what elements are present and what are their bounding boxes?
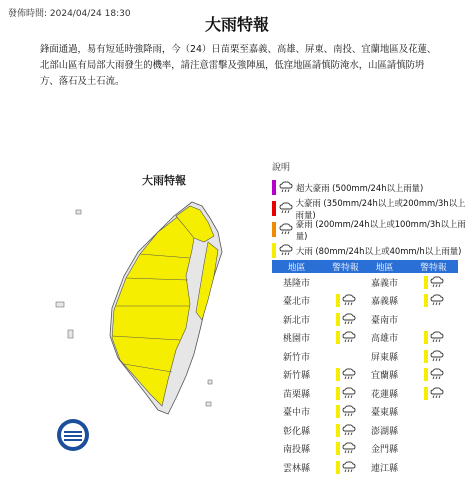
warning-cell <box>409 276 458 289</box>
region-name: 臺北市 <box>282 297 310 308</box>
region-table-left <box>272 260 370 477</box>
warning-cell <box>409 294 458 307</box>
legend-label: 超大豪雨 (500mm/24h以上雨量) <box>296 182 424 193</box>
issue-time: 發佈時間: 2024/04/24 18:30 <box>8 9 131 19</box>
region-name: 金門縣 <box>370 445 398 456</box>
table-row <box>272 366 370 385</box>
table-row <box>272 347 370 366</box>
heavy-rain-bar <box>336 313 340 326</box>
legend-item <box>272 240 468 261</box>
map-title: 大雨特報 <box>142 174 186 187</box>
rain-cloud-icon <box>430 387 444 400</box>
warning-cell <box>409 331 458 344</box>
region-name: 苗栗縣 <box>282 389 310 400</box>
region-name: 桃園市 <box>282 334 310 345</box>
heavy-rain-bar <box>424 387 428 400</box>
region-name: 嘉義市 <box>370 278 398 289</box>
heavy-rain-bar <box>336 405 340 418</box>
region-name: 宜蘭縣 <box>370 371 398 382</box>
table-row <box>272 310 370 329</box>
cwa-logo <box>56 418 90 452</box>
warning-cell <box>409 350 458 363</box>
legend-color-swatch <box>272 180 276 195</box>
region-name: 彰化縣 <box>282 426 310 437</box>
region-name: 基隆市 <box>282 278 310 289</box>
table-row <box>360 292 458 311</box>
heavy-rain-bar <box>336 387 340 400</box>
heavy-rain-bar <box>424 331 428 344</box>
table-row <box>272 329 370 348</box>
region-name: 高雄市 <box>370 334 398 345</box>
legend-item <box>272 198 468 219</box>
region-name: 雲林縣 <box>282 463 310 474</box>
table-header <box>272 260 370 273</box>
warning-description: 鋒面通過，易有短延時強降雨，今（24）日苗栗至嘉義、高雄、屏東、南投、宜蘭地區及花蓮、北部山區有局部大雨發生的機率，請注意雷擊及強陣風，低窪地區請慎防淹水，山區請慎防坍方、落石及土石流。 <box>40 44 437 87</box>
region-name: 臺東縣 <box>370 408 398 419</box>
heavy-rain-bar <box>336 461 340 474</box>
col-region-header: 地區 <box>375 263 394 273</box>
heavy-rain-bar <box>424 276 428 289</box>
taiwan-warning-map <box>40 180 240 425</box>
region-table-right <box>360 260 458 477</box>
table-row <box>272 403 370 422</box>
rain-cloud-icon <box>430 368 444 381</box>
table-row <box>360 329 458 348</box>
region-name: 嘉義縣 <box>370 297 398 308</box>
heavy-rain-bar <box>424 350 428 363</box>
table-row <box>272 421 370 440</box>
legend-label: 豪雨 (200mm/24h以上或100mm/3h以上雨量) <box>295 218 466 241</box>
table-row <box>360 421 458 440</box>
legend-label: 大雨 (80mm/24h以上或40mm/h以上雨量) <box>296 245 462 256</box>
legend <box>272 160 468 261</box>
table-row <box>272 273 370 292</box>
rain-cloud-icon <box>342 331 356 344</box>
col-region-header: 地區 <box>287 263 306 273</box>
rain-cloud-icon <box>430 331 444 344</box>
rain-cloud-icon <box>430 294 444 307</box>
warning-cell <box>409 368 458 381</box>
table-row <box>272 292 370 311</box>
table-row <box>360 347 458 366</box>
heavy-rain-bar <box>336 368 340 381</box>
rain-cloud-icon <box>342 294 356 307</box>
heavy-rain-bar <box>336 442 340 455</box>
table-row <box>360 440 458 459</box>
legend-item <box>272 219 468 240</box>
rain-cloud-icon <box>430 276 444 289</box>
legend-label: 大豪雨 (350mm/24h以上或200mm/3h以上雨量) <box>295 197 466 220</box>
table-row <box>360 310 458 329</box>
rain-cloud-icon <box>430 350 444 363</box>
green-island <box>208 380 212 384</box>
table-header <box>360 260 458 273</box>
rain-cloud-icon <box>342 442 356 455</box>
heavy-rain-bar <box>424 294 428 307</box>
region-name: 連江縣 <box>370 463 398 474</box>
heavy-rain-bar <box>336 331 340 344</box>
rain-cloud-icon <box>342 313 356 326</box>
region-name: 屏東縣 <box>370 352 398 363</box>
table-row <box>272 440 370 459</box>
region-name: 新北市 <box>282 315 310 326</box>
region-name: 花蓮縣 <box>370 389 398 400</box>
table-row <box>360 384 458 403</box>
region-name: 南投縣 <box>282 445 310 456</box>
warning-cell <box>409 387 458 400</box>
heavy-rain-bar <box>336 424 340 437</box>
col-warning-header: 警特報 <box>332 263 359 273</box>
table-row <box>360 403 458 422</box>
table-row <box>360 273 458 292</box>
legend-item <box>272 177 468 198</box>
region-name: 臺南市 <box>370 315 398 326</box>
page-title: 大雨特報 <box>204 15 269 34</box>
region-name: 新竹縣 <box>282 371 310 382</box>
col-warning-header: 警特報 <box>420 263 447 273</box>
table-row <box>360 366 458 385</box>
legend-color-swatch <box>272 243 276 258</box>
rain-cloud-icon <box>279 244 293 258</box>
matsu-islands <box>76 210 81 214</box>
kinmen-islands <box>56 302 64 307</box>
rain-cloud-icon <box>342 461 356 474</box>
legend-color-swatch <box>272 201 276 216</box>
rain-cloud-icon <box>342 405 356 418</box>
region-name: 新竹市 <box>282 352 310 363</box>
legend-color-swatch <box>272 222 276 237</box>
rain-cloud-icon <box>279 223 293 237</box>
table-row <box>272 384 370 403</box>
rain-cloud-icon <box>342 387 356 400</box>
rain-cloud-icon <box>342 424 356 437</box>
region-name: 澎湖縣 <box>370 426 398 437</box>
penghu-islands <box>68 330 73 338</box>
rain-cloud-icon <box>279 202 293 216</box>
heavy-rain-bar <box>424 368 428 381</box>
orchid-island <box>206 402 211 406</box>
legend-heading: 說明 <box>272 163 291 173</box>
rain-cloud-icon <box>342 368 356 381</box>
region-name: 臺中市 <box>282 408 310 419</box>
heavy-rain-bar <box>336 294 340 307</box>
rain-cloud-icon <box>279 181 293 195</box>
